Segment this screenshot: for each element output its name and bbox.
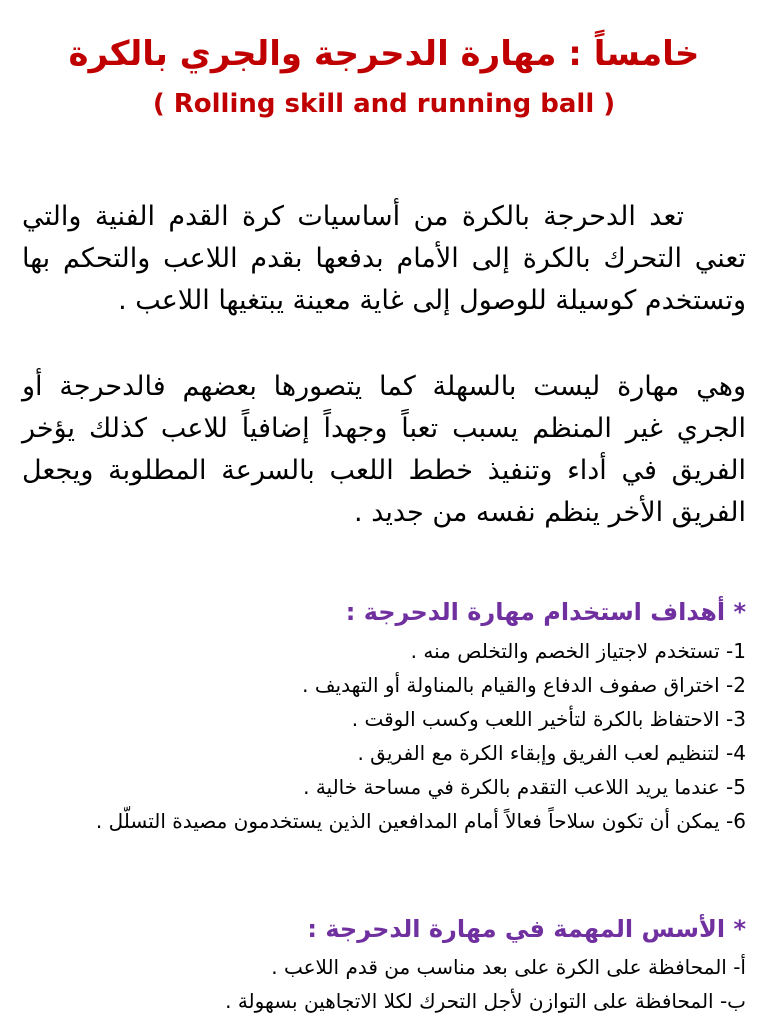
list-item: 1- تستخدم لاجتياز الخصم والتخلص منه . bbox=[410, 639, 746, 663]
list-item: 4- لتنظيم لعب الفريق وإبقاء الكرة مع الفريق . bbox=[357, 741, 746, 765]
list-item: 2- اختراق صفوف الدفاع والقيام بالمناولة أو التهديف . bbox=[302, 673, 746, 697]
slide-subtitle: ( Rolling skill and running ball ) bbox=[152, 89, 616, 119]
goals-list bbox=[10, 634, 746, 836]
list-item: 6- يمكن أن تكون سلاحاً فعالاً أمام المدافعين الذين يستخدمون مصيدة التسلّل . bbox=[95, 809, 746, 833]
slide-title: خامساً : مهارة الدحرجة والجري بالكرة bbox=[68, 34, 700, 74]
basics-heading: * الأسس المهمة في مهارة الدحرجة : bbox=[307, 915, 746, 943]
intro-paragraph: تعد الدحرجة بالكرة من أساسيات كرة القدم الفنية والتي تعني التحرك بالكرة إلى الأمام بدفعها بقدم اللاعب والتحكم بها وتستخدم كوسيلة للوصول إلى غاية معينة يبتغيها اللاعب . bbox=[22, 201, 746, 316]
list-item: 3- الاحتفاظ بالكرة لتأخير اللعب وكسب الوقت . bbox=[351, 707, 746, 731]
description-paragraph: وهي مهارة ليست بالسهلة كما يتصورها بعضهم فالدحرجة أو الجري غير المنظم يسبب تعباً وجهداً إضافياً للاعب كذلك يؤخر الفريق في أداء وتنفيذ خطط اللعب بالسرعة المطلوبة ويجعل الفريق الأخر ينظم نفسه من جديد . bbox=[22, 371, 746, 528]
goals-heading: * أهداف استخدام مهارة الدحرجة : bbox=[345, 598, 746, 626]
list-item: 5- عندما يريد اللاعب التقدم بالكرة في مساحة خالية . bbox=[303, 775, 746, 799]
list-item: ب- المحافظة على التوازن لأجل التحرك لكلا الاتجاهين بسهولة . bbox=[225, 989, 746, 1013]
list-item: أ- المحافظة على الكرة على بعد مناسب من قدم اللاعب . bbox=[271, 955, 746, 979]
basics-list bbox=[10, 950, 746, 1018]
